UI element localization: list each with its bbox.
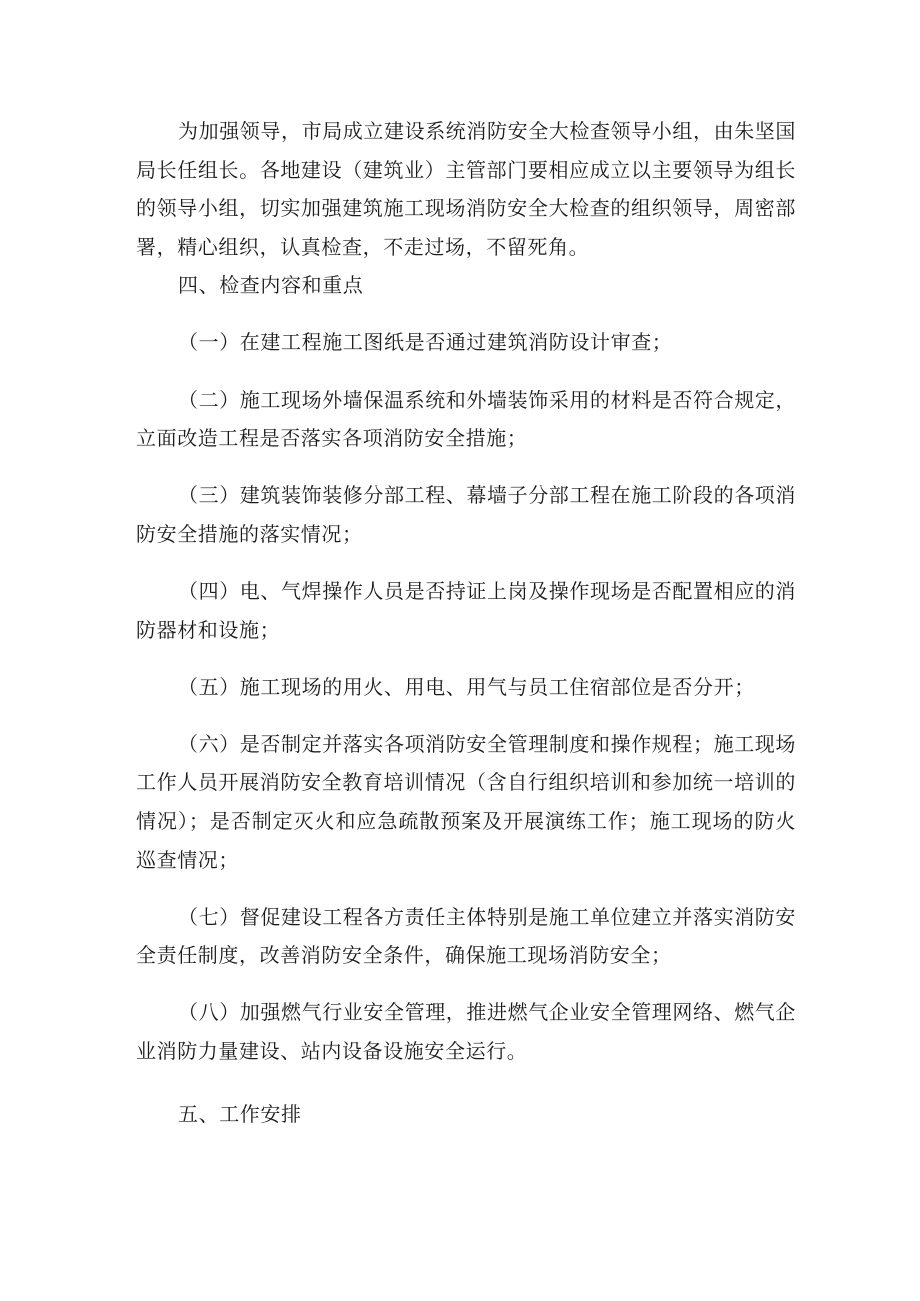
list-item-6: （六）是否制定并落实各项消防安全管理制度和操作规程；施工现场工作人员开展消防安全教育培训情况（含自行组织培训和参加统一培训的情况）；是否制定灭火和应急疏散预案及开展演练工作；施工现场的防火巡查情况；: [136, 731, 796, 872]
list-item-5: （五）施工现场的用火、用电、用气与员工住宿部位是否分开；: [178, 674, 755, 699]
list-item-2: （二）施工现场外墙保温系统和外墙装饰采用的材料是否符合规定，立面改造工程是否落实各项消防安全措施；: [136, 387, 796, 451]
list-item-4: （四）电、气焊操作人员是否持证上岗及操作现场是否配置相应的消防器材和设施；: [136, 578, 796, 642]
section-heading-inspection-content: 四、检查内容和重点: [178, 273, 364, 298]
document-body: [136, 112, 796, 1134]
list-item-8: （八）加强燃气行业安全管理，推进燃气企业安全管理网络、燃气企业消防力量建设、站内设备设施安全运行。: [136, 1000, 796, 1063]
paragraph-leadership: 为加强领导，市局成立建设系统消防安全大检查领导小组，由朱坚国局长任组长。各地建设（建筑业）主管部门要相应成立以主要领导为组长的领导小组，切实加强建筑施工现场消防安全大检查的组织领导，周密部署，精心组织，认真检查，不走过场，不留死角。: [136, 119, 796, 259]
list-item-1: （一）在建工程施工图纸是否通过建筑消防设计审查；: [178, 330, 673, 355]
section-heading-work-arrangement: 五、工作安排: [178, 1102, 302, 1127]
list-item-3: （三）建筑装饰装修分部工程、幕墙子分部工程在施工阶段的各项消防安全措施的落实情况；: [136, 483, 796, 546]
list-item-7: （七）督促建设工程各方责任主体特别是施工单位建立并落实消防安全责任制度，改善消防安全条件，确保施工现场消防安全；: [136, 904, 796, 968]
